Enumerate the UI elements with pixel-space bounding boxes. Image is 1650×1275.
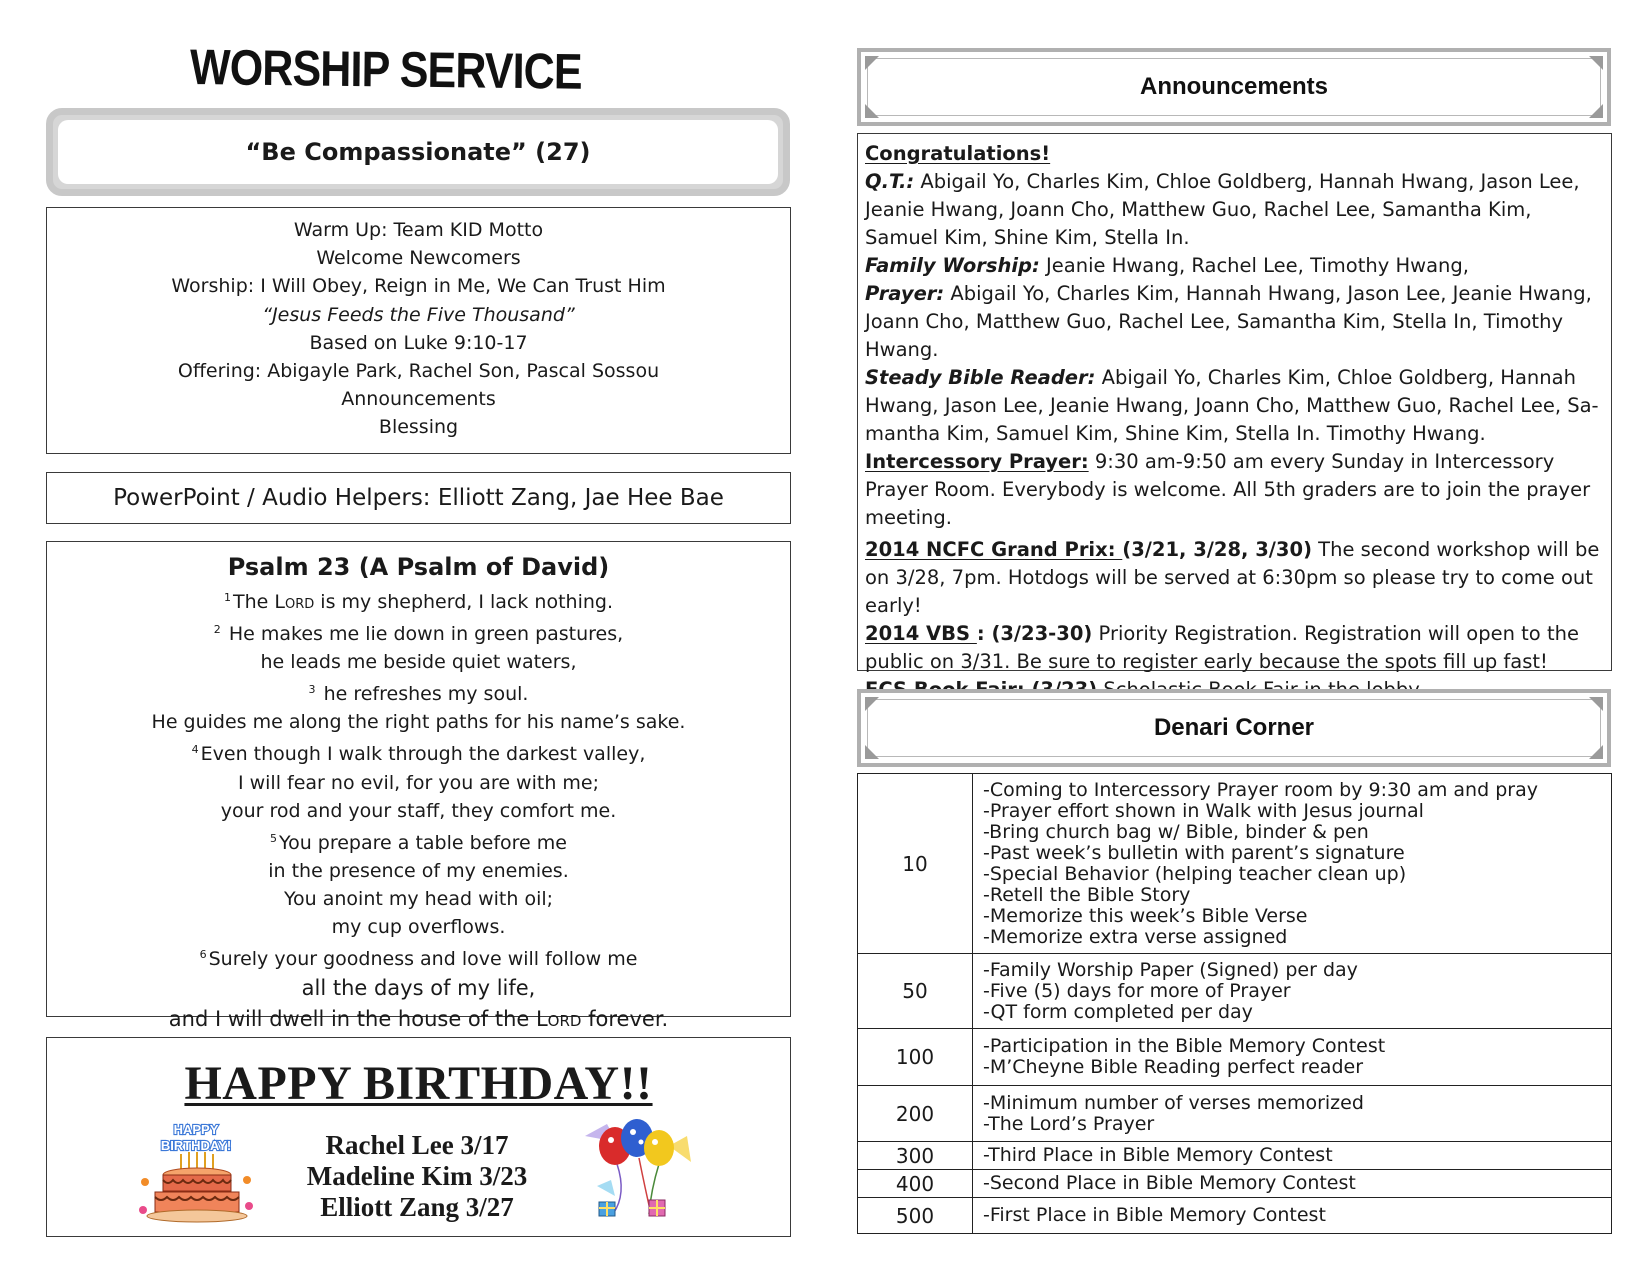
bible-reader-names: Abigail Yo, Charles Kim, Chloe Goldberg, Hannah Hwang, Jason Lee, Jeanie Hwang, Joann Cho, Matthew Guo, Rachel Lee, Sa-mantha Kim, Samuel Kim, Shine Kim, Stella In. Timothy Hwang.: [865, 366, 1599, 445]
verse-number: 2: [213, 623, 221, 637]
list-item: -Past week’s bulletin with parent’s signature: [983, 841, 1405, 864]
table-row: [858, 1170, 1612, 1198]
table-row: [858, 954, 1612, 1029]
denari-title: Denari Corner: [1153, 714, 1315, 741]
psalm-line: [47, 825, 790, 857]
psalm-text: and I will dwell in the house of the: [168, 1006, 536, 1031]
psalm-text: The: [233, 591, 275, 613]
verse-number: 1: [224, 591, 231, 604]
verse-number: 4: [191, 743, 199, 757]
list-item: -Coming to Intercessory Prayer room by 9:30 am and pray: [983, 778, 1538, 801]
list-item: -Special Behavior (helping teacher clean up): [983, 862, 1407, 885]
points-cell: 100: [858, 1029, 973, 1086]
list-item: -Second Place in Bible Memory Contest: [983, 1172, 1356, 1194]
birthday-name: Madeline Kim 3/23: [306, 1161, 528, 1191]
bible-reader-label: Steady Bible Reader:: [865, 366, 1096, 389]
order-item: Offering: Abigayle Park, Rachel Son, Pascal Sossou: [177, 360, 660, 383]
psalm-line: I will fear no evil, for you are with me;: [237, 771, 600, 794]
list-item: -First Place in Bible Memory Contest: [983, 1204, 1326, 1226]
announcement-prayer: [865, 280, 1605, 364]
items-cell: [973, 1142, 1612, 1170]
order-item: Based on Luke 9:10-17: [309, 331, 528, 354]
psalm-line: You anoint my head with oil;: [283, 887, 554, 910]
birthday-title: [47, 1056, 790, 1111]
announcement-vbs: [865, 620, 1605, 676]
cake-banner-text: HAPPY: [173, 1122, 219, 1137]
psalm-text: he refreshes my soul.: [317, 683, 529, 706]
birthday-name: Rachel Lee 3/17: [325, 1130, 509, 1160]
birthday-section: [46, 1037, 791, 1237]
psalm-line: [47, 736, 790, 768]
psalm-line: in the presence of my enemies.: [268, 859, 569, 882]
table-row: [858, 1198, 1612, 1234]
items-cell: [973, 774, 1612, 954]
birthday-cake-icon: [137, 1120, 255, 1226]
psalm-line: [47, 584, 790, 616]
order-item: Warm Up: Team KID Motto: [293, 219, 544, 241]
psalm-line: your rod and your staff, they comfort me.: [220, 799, 617, 822]
birthday-title-text: HAPPY BIRTHDAY!!: [184, 1057, 653, 1110]
table-row: [858, 1029, 1612, 1086]
psalm-lord: Lord: [274, 591, 315, 613]
balloons-icon: [577, 1116, 695, 1228]
order-item: Worship: I Will Obey, Reign in Me, We Can Trust Him: [171, 275, 666, 298]
qt-names: Abigail Yo, Charles Kim, Chloe Goldberg, Hannah Hwang, Jason Lee, Jeanie Hwang, Joann Cho, Matthew Guo, Rachel Lee, Samantha Kim, Samuel Kim, Shine Kim, Stella In.: [865, 170, 1580, 249]
list-item: -Retell the Bible Story: [983, 883, 1191, 906]
psalm-line: [47, 1004, 790, 1035]
items-cell: [973, 1170, 1612, 1198]
order-item: Welcome Newcomers: [316, 247, 521, 270]
helpers-line: PowerPoint / Audio Helpers: Elliott Zang, Jae Hee Bae: [46, 472, 791, 524]
intercessory-text: 9:30 am-9:50 am every Sunday in Intercessory Prayer Room. Everybody is welcome. All 5th graders are to join the prayer meeting.: [865, 450, 1591, 529]
psalm-text: You prepare a table before me: [279, 831, 567, 854]
points-cell: 500: [858, 1198, 973, 1234]
denari-table: [857, 773, 1612, 1234]
items-cell: [973, 1086, 1612, 1142]
list-item: -Memorize this week’s Bible Verse: [983, 904, 1308, 927]
items-cell: [973, 954, 1612, 1029]
grand-prix-label: 2014 NCFC Grand Prix:: [865, 538, 1123, 561]
list-item: -Five (5) days for more of Prayer: [983, 979, 1291, 1002]
list-item: -QT form completed per day: [983, 1000, 1253, 1023]
cake-banner-text: BIRTHDAY!: [160, 1138, 232, 1153]
family-worship-label: Family Worship:: [865, 254, 1040, 277]
psalm-text: is my shepherd, I lack nothing.: [314, 591, 613, 613]
announcement-intercessory: [865, 448, 1605, 532]
page-title: WORSHIP SERVICE: [189, 39, 582, 100]
points-cell: 300: [858, 1142, 973, 1170]
psalm-line: [47, 616, 790, 648]
list-item: -Memorize extra verse assigned: [983, 925, 1288, 948]
psalm-line: [47, 676, 790, 708]
grand-prix-dates: (3/21, 3/28, 3/30): [1122, 538, 1312, 561]
psalm-line: my cup overflows.: [331, 916, 506, 939]
psalm-line: he leads me beside quiet waters,: [260, 651, 577, 674]
order-item: Blessing: [378, 416, 459, 439]
vbs-dates: : (3/23-30): [976, 622, 1093, 645]
vbs-text: Priority Registration. Registration will open to the public on 3/31. Be sure to register early because the spots fill up fast!: [865, 622, 1579, 673]
theme-banner: [46, 108, 790, 196]
prayer-names: Abigail Yo, Charles Kim, Hannah Hwang, Jason Lee, Jeanie Hwang, Joann Cho, Matthew Guo, Rachel Lee, Samantha Kim, Stella In, Timothy Hwang.: [865, 282, 1592, 361]
table-row: [858, 1142, 1612, 1170]
points-cell: 10: [858, 774, 973, 954]
psalm-line: He guides me along the right paths for his name’s sake.: [151, 711, 686, 734]
list-item: -Minimum number of verses memorized: [983, 1091, 1364, 1114]
prayer-label: Prayer:: [865, 282, 945, 305]
items-cell: [973, 1029, 1612, 1086]
denari-header: [857, 689, 1611, 767]
psalm-lord: Lord: [535, 1006, 582, 1031]
announcement-family-worship: [865, 252, 1605, 280]
list-item: -Third Place in Bible Memory Contest: [983, 1144, 1333, 1166]
congrats-heading: Congratulations!: [865, 142, 1051, 165]
qt-label: Q.T.:: [865, 170, 915, 193]
psalm-text: He makes me lie down in green pastures,: [222, 623, 624, 646]
announcement-bible-reader: [865, 364, 1605, 448]
list-item: -Bring church bag w/ Bible, binder & pen: [983, 820, 1369, 843]
items-cell: [973, 1198, 1612, 1234]
order-item: Announcements: [341, 388, 496, 411]
verse-number: 5: [270, 831, 277, 845]
sermon-title: “Jesus Feeds the Five Thousand”: [262, 303, 575, 326]
announcement-qt: [865, 168, 1605, 252]
psalm-section: [46, 541, 791, 1031]
verse-number: 6: [199, 948, 207, 962]
theme-text: “Be Compassionate” (27): [58, 120, 778, 184]
psalm-line: all the days of my life,: [301, 976, 536, 1001]
list-item: -Family Worship Paper (Signed) per day: [983, 958, 1358, 981]
list-item: -Participation in the Bible Memory Contest: [983, 1035, 1386, 1057]
psalm-text: Even though I walk through the darkest valley,: [200, 743, 646, 766]
table-row: [858, 774, 1612, 954]
birthday-names: [247, 1130, 587, 1223]
list-item: -Prayer effort shown in Walk with Jesus journal: [983, 799, 1424, 822]
list-item: -The Lord’s Prayer: [983, 1112, 1155, 1135]
psalm-title: Psalm 23 (A Psalm of David): [227, 553, 610, 581]
grand-prix-text: The second workshop will be on 3/28, 7pm. Hotdogs will be served at 6:30pm so please try to come out early!: [865, 538, 1600, 617]
intercessory-label: Intercessory Prayer:: [865, 450, 1089, 473]
birthday-name: Elliott Zang 3/27: [320, 1192, 514, 1222]
verse-number: 3: [308, 683, 316, 697]
points-cell: 200: [858, 1086, 973, 1142]
psalm-text: Surely your goodness and love will follow me: [208, 948, 638, 971]
announcements-body: [857, 133, 1612, 671]
announcement-congrats: [865, 140, 1605, 168]
announcements-title: Announcements: [1139, 73, 1328, 100]
order-of-service: [46, 207, 791, 454]
vbs-label: 2014 VBS: [865, 622, 977, 645]
points-cell: 50: [858, 954, 973, 1029]
table-row: [858, 1086, 1612, 1142]
announcement-grand-prix: [865, 536, 1605, 620]
points-cell: 400: [858, 1170, 973, 1198]
family-worship-names: Jeanie Hwang, Rachel Lee, Timothy Hwang,: [1039, 254, 1469, 277]
list-item: -M’Cheyne Bible Reading perfect reader: [983, 1056, 1364, 1078]
psalm-text: forever.: [581, 1006, 669, 1031]
announcements-header: [857, 48, 1611, 126]
psalm-line: [47, 941, 790, 973]
